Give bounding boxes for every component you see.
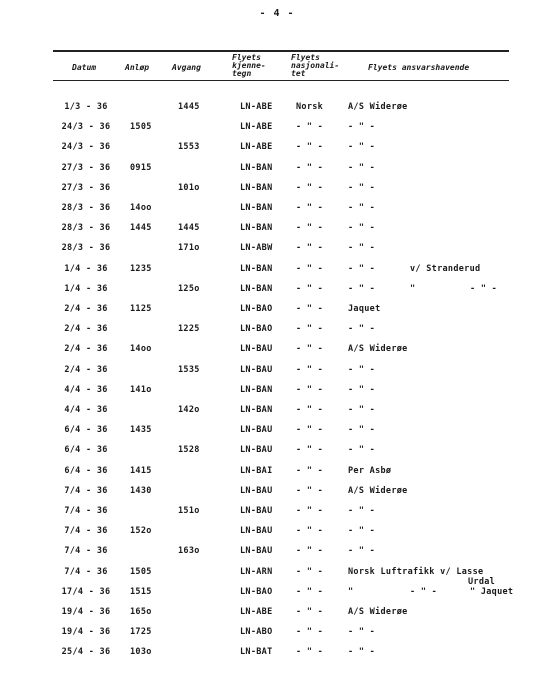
table-row — [0, 444, 554, 458]
responsible-cell: Per Asbø — [348, 465, 392, 476]
responsible-cell: - " - — [348, 142, 376, 153]
note-cell: " — [410, 283, 416, 294]
nationality-cell: - " - — [296, 324, 324, 335]
date-cell: 24/3 - 36 — [61, 122, 111, 133]
nationality-cell: - " - — [296, 566, 324, 577]
registration-cell: LN-BAU — [240, 425, 273, 436]
nationality-cell: - " - — [296, 122, 324, 133]
responsible-cell: - " - — [348, 324, 376, 335]
date-cell: 2/4 - 36 — [64, 364, 108, 375]
responsible-cell: - " - — [348, 506, 376, 516]
responsible-cell: - " - — [348, 405, 376, 415]
arrival-cell: 103o — [130, 647, 152, 658]
table-row — [0, 263, 554, 277]
registration-cell: LN-ABE — [240, 102, 273, 112]
departure-cell: 1528 — [178, 445, 200, 456]
registration-cell: LN-BAN — [240, 162, 273, 173]
nationality-cell: - " - — [296, 223, 324, 234]
table-row — [0, 404, 554, 418]
arrival-cell: 1515 — [130, 586, 152, 597]
date-cell: 7/4 - 36 — [64, 485, 108, 496]
responsible-cell: A/S Widerøe — [348, 607, 408, 617]
header-responsible: Flyets ansvarshavende — [368, 63, 470, 72]
responsible-cell: A/S Widerøe — [348, 344, 408, 355]
responsible-cell: - " - — [348, 384, 376, 395]
registration-cell: LN-BAU — [240, 485, 273, 496]
date-cell: 17/4 - 36 — [61, 586, 111, 597]
registration-cell: LN-ABE — [240, 142, 273, 153]
nationality-cell: - " - — [296, 344, 324, 355]
arrival-cell: 1505 — [130, 122, 152, 133]
arrival-cell: 1125 — [130, 304, 152, 314]
date-cell: 1/4 - 36 — [64, 283, 108, 294]
nationality-cell: - " - — [296, 586, 324, 597]
arrival-cell: 0915 — [130, 162, 152, 173]
arrival-cell: 1415 — [130, 465, 152, 476]
date-cell: 6/4 - 36 — [64, 445, 108, 456]
note-cell: v/ Stranderud — [410, 263, 481, 274]
registration-cell: LN-ABO — [240, 627, 273, 638]
table-row — [0, 485, 554, 499]
table-row — [0, 646, 554, 660]
nationality-cell: - " - — [296, 607, 324, 617]
nationality-cell: - " - — [296, 627, 324, 638]
date-cell: 28/3 - 36 — [61, 243, 111, 254]
nationality-cell: - " - — [296, 405, 324, 415]
table-row — [0, 283, 554, 297]
registration-cell: LN-BAO — [240, 304, 273, 314]
date-cell: 1/4 - 36 — [64, 263, 108, 274]
responsible-cell: - " - — [348, 263, 376, 274]
responsible-cell: - " - — [348, 162, 376, 173]
table-row — [0, 222, 554, 236]
responsible-cell: A/S Widerøe — [348, 485, 408, 496]
nationality-cell: - " - — [296, 485, 324, 496]
nationality-cell: - " - — [296, 263, 324, 274]
table-row — [0, 606, 554, 620]
header-rule-bottom — [53, 80, 509, 81]
departure-cell: 125o — [178, 283, 200, 294]
table-row — [0, 343, 554, 357]
table-row — [0, 101, 554, 115]
date-cell: 2/4 - 36 — [64, 344, 108, 355]
nationality-cell: - " - — [296, 182, 324, 193]
responsible-cell: - " - — [348, 647, 376, 658]
nationality-cell: - " - — [296, 546, 324, 557]
nationality-cell: - " - — [296, 304, 324, 314]
responsible-cell: - " - — [348, 283, 376, 294]
registration-cell: LN-BAN — [240, 405, 273, 415]
departure-cell: 151o — [178, 506, 200, 516]
departure-cell: 142o — [178, 405, 200, 415]
departure-cell: 1535 — [178, 364, 200, 375]
table-row — [0, 465, 554, 479]
responsible-cell: - " - — [348, 526, 376, 537]
note-cell: - " - — [410, 586, 438, 597]
nationality-cell: - " - — [296, 425, 324, 436]
responsible-cell: A/S Widerøe — [348, 102, 408, 112]
date-cell: 2/4 - 36 — [64, 304, 108, 314]
registration-cell: LN-ARN — [240, 566, 273, 577]
header-registration: Flyets kjenne- tegn — [232, 53, 266, 78]
header-date: Datum — [72, 63, 97, 72]
registration-cell: LN-BAN — [240, 384, 273, 395]
responsible-cell: - " - — [348, 182, 376, 193]
arrival-cell: 1505 — [130, 566, 152, 577]
nationality-cell: - " - — [296, 506, 324, 516]
nationality-cell: - " - — [296, 465, 324, 476]
arrival-cell: 1430 — [130, 485, 152, 496]
table-row — [0, 384, 554, 398]
date-cell: 19/4 - 36 — [61, 627, 111, 638]
table-row — [0, 424, 554, 438]
table-row — [0, 586, 554, 600]
date-cell: 7/4 - 36 — [64, 546, 108, 557]
departure-cell: 1553 — [178, 142, 200, 153]
table-row — [0, 121, 554, 135]
date-cell: 7/4 - 36 — [64, 506, 108, 516]
registration-cell: LN-BAO — [240, 324, 273, 335]
date-cell: 25/4 - 36 — [61, 647, 111, 658]
registration-cell: LN-BAT — [240, 647, 273, 658]
date-cell: 19/4 - 36 — [61, 607, 111, 617]
arrival-cell: 152o — [130, 526, 152, 537]
responsible-cell: - " - — [348, 425, 376, 436]
registration-cell: LN-ABE — [240, 607, 273, 617]
nationality-cell: - " - — [296, 445, 324, 456]
header-arrival: Anløp — [125, 63, 150, 72]
table-row — [0, 505, 554, 519]
registration-cell: LN-BAU — [240, 546, 273, 557]
header-nationality: Flyets nasjonali- tet — [291, 53, 340, 78]
arrival-cell: 141o — [130, 384, 152, 395]
departure-cell: 1445 — [178, 223, 200, 234]
responsible-cell: - " - — [348, 546, 376, 557]
registration-cell: LN-BAI — [240, 465, 273, 476]
arrival-cell: 165o — [130, 607, 152, 617]
date-cell: 28/3 - 36 — [61, 223, 111, 234]
arrival-cell: 1435 — [130, 425, 152, 436]
departure-cell: 1225 — [178, 324, 200, 335]
table-row — [0, 323, 554, 337]
table-row — [0, 162, 554, 176]
table-row — [0, 242, 554, 256]
date-cell: 27/3 - 36 — [61, 162, 111, 173]
registration-cell: LN-BAN — [240, 263, 273, 274]
date-cell: 4/4 - 36 — [64, 384, 108, 395]
registration-cell: LN-BAN — [240, 223, 273, 234]
date-cell: 27/3 - 36 — [61, 182, 111, 193]
date-cell: 24/3 - 36 — [61, 142, 111, 153]
registration-cell: LN-BAU — [240, 344, 273, 355]
registration-cell: LN-BAU — [240, 364, 273, 375]
responsible-cell: - " - — [348, 445, 376, 456]
nationality-cell: - " - — [296, 283, 324, 294]
arrival-cell: 14oo — [130, 344, 152, 355]
date-cell: 2/4 - 36 — [64, 324, 108, 335]
nationality-cell: - " - — [296, 384, 324, 395]
registration-cell: LN-ABW — [240, 243, 273, 254]
registration-cell: LN-BAN — [240, 203, 273, 213]
note2-cell: - " - — [470, 283, 498, 294]
registration-cell: LN-BAN — [240, 182, 273, 193]
table-row — [0, 566, 554, 587]
date-cell: 6/4 - 36 — [64, 465, 108, 476]
note2-cell: " Jaquet — [470, 586, 514, 597]
departure-cell: 1445 — [178, 102, 200, 112]
registration-cell: LN-ABE — [240, 122, 273, 133]
date-cell: 1/3 - 36 — [64, 102, 108, 112]
table-row — [0, 182, 554, 196]
registration-cell: LN-BAO — [240, 586, 273, 597]
page-number: - 4 - — [259, 8, 295, 19]
responsible-cell: - " - — [348, 203, 376, 213]
departure-cell: 101o — [178, 182, 200, 193]
registration-cell: LN-BAU — [240, 526, 273, 537]
table-row — [0, 545, 554, 559]
nationality-cell: - " - — [296, 203, 324, 213]
registration-cell: LN-BAU — [240, 506, 273, 516]
nationality-cell: - " - — [296, 526, 324, 537]
arrival-cell: 1235 — [130, 263, 152, 274]
table-row — [0, 525, 554, 539]
departure-cell: 171o — [178, 243, 200, 254]
responsible-cell: - " - — [348, 627, 376, 638]
nationality-cell: - " - — [296, 142, 324, 153]
header-departure: Avgang — [172, 63, 201, 72]
responsible-cell-line2: Urdal — [468, 576, 496, 587]
header-rule-top — [53, 50, 509, 52]
date-cell: 7/4 - 36 — [64, 526, 108, 537]
nationality-cell: Norsk — [296, 102, 324, 112]
responsible-cell: - " - — [348, 122, 376, 133]
registration-cell: LN-BAU — [240, 445, 273, 456]
nationality-cell: - " - — [296, 364, 324, 375]
nationality-cell: - " - — [296, 243, 324, 254]
arrival-cell: 1445 — [130, 223, 152, 234]
date-cell: 4/4 - 36 — [64, 405, 108, 415]
departure-cell: 163o — [178, 546, 200, 557]
date-cell: 6/4 - 36 — [64, 425, 108, 436]
registration-cell: LN-BAN — [240, 283, 273, 294]
responsible-cell: " — [348, 586, 354, 597]
table-row — [0, 364, 554, 378]
responsible-cell: - " - — [348, 243, 376, 254]
date-cell: 28/3 - 36 — [61, 203, 111, 213]
table-row — [0, 141, 554, 155]
nationality-cell: - " - — [296, 162, 324, 173]
responsible-cell: - " - — [348, 223, 376, 234]
date-cell: 7/4 - 36 — [64, 566, 108, 577]
responsible-cell: Jaquet — [348, 304, 381, 314]
responsible-cell: Norsk Luftrafikk v/ Lasse — [348, 566, 484, 577]
nationality-cell: - " - — [296, 647, 324, 658]
arrival-cell: 1725 — [130, 627, 152, 638]
responsible-cell: - " - — [348, 364, 376, 375]
arrival-cell: 14oo — [130, 203, 152, 213]
table-row — [0, 202, 554, 216]
table-row — [0, 303, 554, 317]
table-row — [0, 626, 554, 640]
